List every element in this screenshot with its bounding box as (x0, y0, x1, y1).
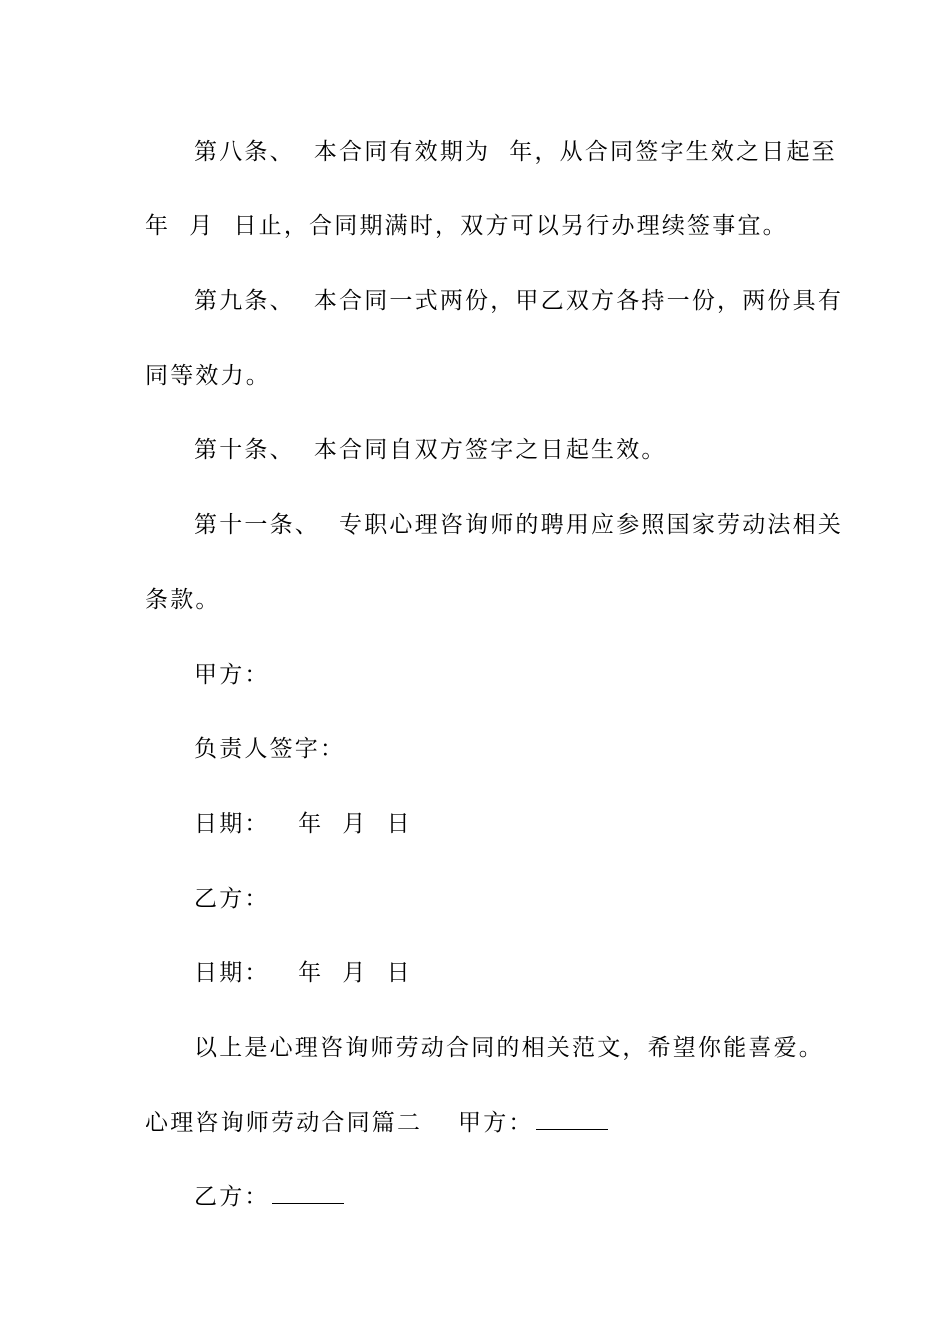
party-b-label: 乙方： (194, 886, 270, 912)
party-a-field (458, 1108, 608, 1138)
clause-9-line-1: 第九条、 本合同一式两份，甲乙双方各持一份，两份具有 (194, 288, 844, 314)
party-b-blank (272, 1185, 344, 1204)
closing-sentence: 以上是心理咨询师劳动合同的相关范文，希望你能喜爱。 (194, 1035, 824, 1061)
party-a-label: 甲方： (194, 662, 270, 688)
date-line-2: 日期： 年 月 日 (194, 960, 412, 986)
clause-11-line-1: 第十一条、 专职心理咨询师的聘用应参照国家劳动法相关 (194, 512, 844, 538)
party-a-blank (536, 1111, 608, 1130)
clause-10: 第十条、 本合同自双方签字之日起生效。 (194, 437, 667, 463)
clause-11-line-2: 条款。 (145, 587, 221, 613)
clause-9-line-2: 同等效力。 (145, 363, 271, 389)
party-a-field-label: 甲方： (458, 1110, 534, 1136)
clause-8-line-2: 年 月 日止，合同期满时，双方可以另行办理续签事宜。 (145, 213, 788, 239)
date-line-1: 日期： 年 月 日 (194, 811, 412, 837)
signature-label: 负责人签字： (194, 736, 346, 762)
party-b-field-label: 乙方： (194, 1184, 270, 1210)
party-b-field (194, 1182, 344, 1212)
clause-8-line-1: 第八条、 本合同有效期为 年，从合同签字生效之日起至 (194, 139, 837, 165)
section-two-title: 心理咨询师劳动合同篇二 (145, 1110, 423, 1136)
